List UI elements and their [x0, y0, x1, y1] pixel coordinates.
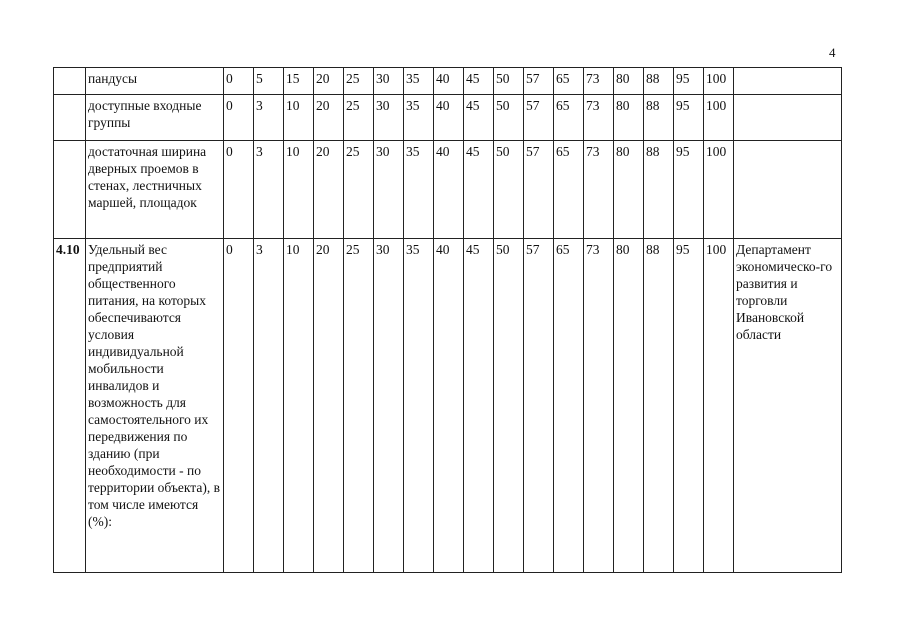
year-value: 10 — [284, 141, 314, 239]
row-number: 4.10 — [54, 239, 86, 573]
year-value: 95 — [674, 95, 704, 141]
indicator-label: доступные входные группы — [86, 95, 224, 141]
year-value: 45 — [464, 68, 494, 95]
row-number — [54, 95, 86, 141]
year-value: 0 — [224, 95, 254, 141]
year-value: 40 — [434, 95, 464, 141]
indicator-label: Удельный вес предприятий общественного питания, на которых обеспечиваются условия индивидуальной мобильности инвалидов и возможность для самостоятельного их передвижения по зданию (при необходимости - по территории объекта), в том числе имеются (%): — [86, 239, 224, 573]
year-value: 100 — [704, 141, 734, 239]
year-value: 100 — [704, 95, 734, 141]
year-value: 73 — [584, 239, 614, 573]
year-value: 73 — [584, 95, 614, 141]
year-value: 20 — [314, 141, 344, 239]
year-value: 73 — [584, 68, 614, 95]
year-value: 35 — [404, 141, 434, 239]
year-value: 95 — [674, 141, 704, 239]
row-number — [54, 68, 86, 95]
year-value: 57 — [524, 95, 554, 141]
responsible-executor — [734, 95, 842, 141]
year-value: 65 — [554, 239, 584, 573]
table-row — [54, 141, 842, 239]
year-value: 35 — [404, 68, 434, 95]
year-value: 0 — [224, 141, 254, 239]
year-value: 15 — [284, 68, 314, 95]
table-row — [54, 68, 842, 95]
year-value: 88 — [644, 95, 674, 141]
year-value: 35 — [404, 95, 434, 141]
year-value: 3 — [254, 239, 284, 573]
year-value: 10 — [284, 239, 314, 573]
year-value: 50 — [494, 141, 524, 239]
year-value: 80 — [614, 141, 644, 239]
year-value: 30 — [374, 95, 404, 141]
year-value: 57 — [524, 141, 554, 239]
year-value: 50 — [494, 68, 524, 95]
year-value: 88 — [644, 68, 674, 95]
table-row — [54, 95, 842, 141]
year-value: 20 — [314, 95, 344, 141]
page-number: 4 — [829, 45, 836, 60]
year-value: 45 — [464, 141, 494, 239]
row-number — [54, 141, 86, 239]
year-value: 88 — [644, 239, 674, 573]
indicator-label: пандусы — [86, 68, 224, 95]
year-value: 3 — [254, 141, 284, 239]
year-value: 40 — [434, 239, 464, 573]
year-value: 25 — [344, 239, 374, 573]
year-value: 5 — [254, 68, 284, 95]
year-value: 3 — [254, 95, 284, 141]
indicators-table — [53, 67, 842, 573]
responsible-executor — [734, 141, 842, 239]
year-value: 65 — [554, 68, 584, 95]
year-value: 0 — [224, 68, 254, 95]
year-value: 80 — [614, 95, 644, 141]
year-value: 30 — [374, 68, 404, 95]
year-value: 100 — [704, 68, 734, 95]
year-value: 80 — [614, 239, 644, 573]
year-value: 40 — [434, 141, 464, 239]
responsible-executor: Департамент экономическо-го развития и торговли Ивановской области — [734, 239, 842, 573]
year-value: 10 — [284, 95, 314, 141]
year-value: 25 — [344, 141, 374, 239]
year-value: 95 — [674, 239, 704, 573]
year-value: 40 — [434, 68, 464, 95]
year-value: 45 — [464, 95, 494, 141]
year-value: 45 — [464, 239, 494, 573]
year-value: 88 — [644, 141, 674, 239]
year-value: 95 — [674, 68, 704, 95]
year-value: 30 — [374, 141, 404, 239]
indicator-label: достаточная ширина дверных проемов в стенах, лестничных маршей, площадок — [86, 141, 224, 239]
year-value: 20 — [314, 68, 344, 95]
year-value: 65 — [554, 95, 584, 141]
year-value: 25 — [344, 95, 374, 141]
year-value: 0 — [224, 239, 254, 573]
year-value: 100 — [704, 239, 734, 573]
year-value: 50 — [494, 239, 524, 573]
year-value: 73 — [584, 141, 614, 239]
year-value: 57 — [524, 239, 554, 573]
year-value: 57 — [524, 68, 554, 95]
year-value: 35 — [404, 239, 434, 573]
responsible-executor — [734, 68, 842, 95]
year-value: 80 — [614, 68, 644, 95]
year-value: 50 — [494, 95, 524, 141]
year-value: 65 — [554, 141, 584, 239]
year-value: 25 — [344, 68, 374, 95]
year-value: 20 — [314, 239, 344, 573]
table-row — [54, 239, 842, 573]
year-value: 30 — [374, 239, 404, 573]
